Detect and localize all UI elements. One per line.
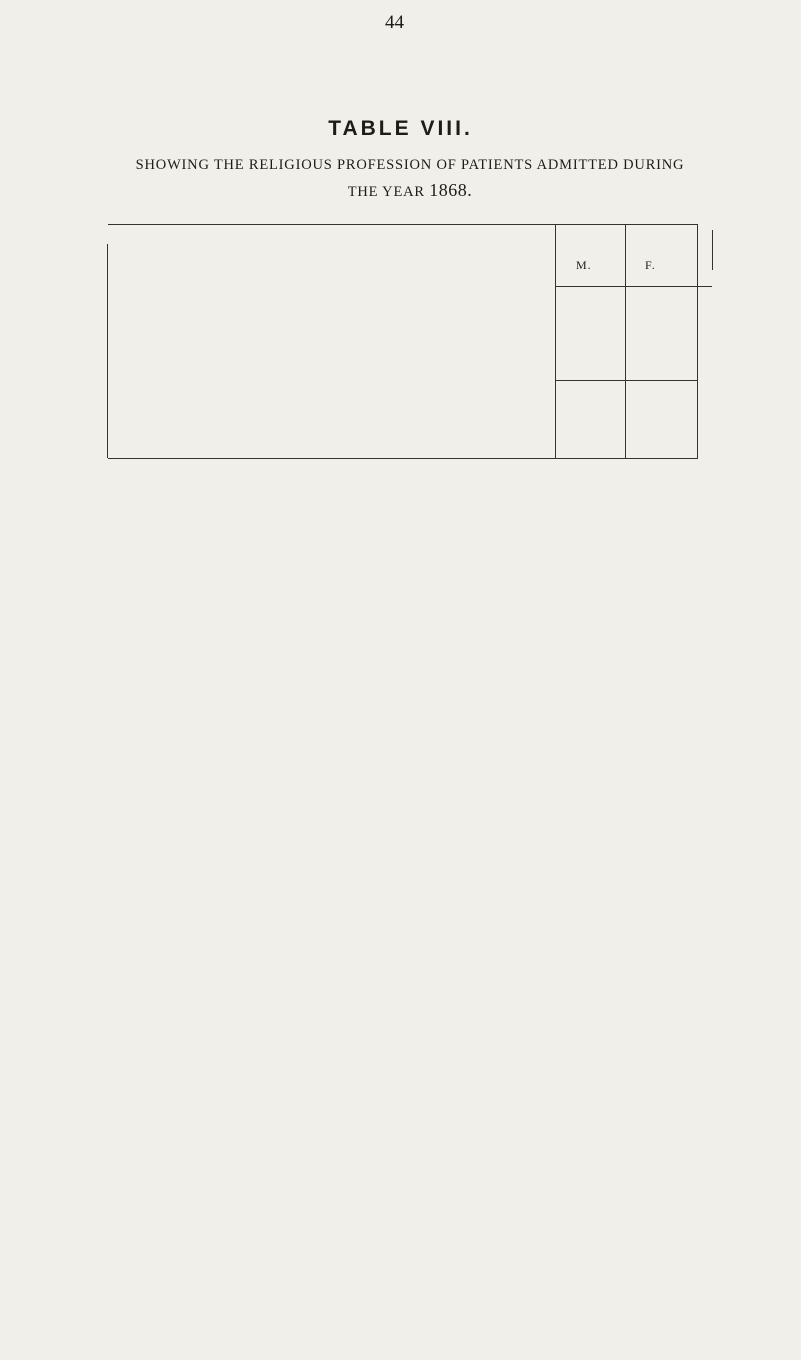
table8-subtitle2: THE YEAR — [347, 184, 425, 200]
table8-subtitle: SHOWING THE RELIGIOUS PROFESSION OF PATIENTS ADMITTED DURING — [135, 157, 685, 173]
table8-title: TABLE VIII. — [328, 117, 473, 140]
page-number: 44 — [385, 12, 404, 33]
table8-year: 1868. — [429, 180, 473, 200]
table8-header-m: M. — [576, 258, 592, 272]
table8-header-f: F. — [645, 258, 656, 272]
table8-subtitle-line2 — [20, 180, 800, 201]
